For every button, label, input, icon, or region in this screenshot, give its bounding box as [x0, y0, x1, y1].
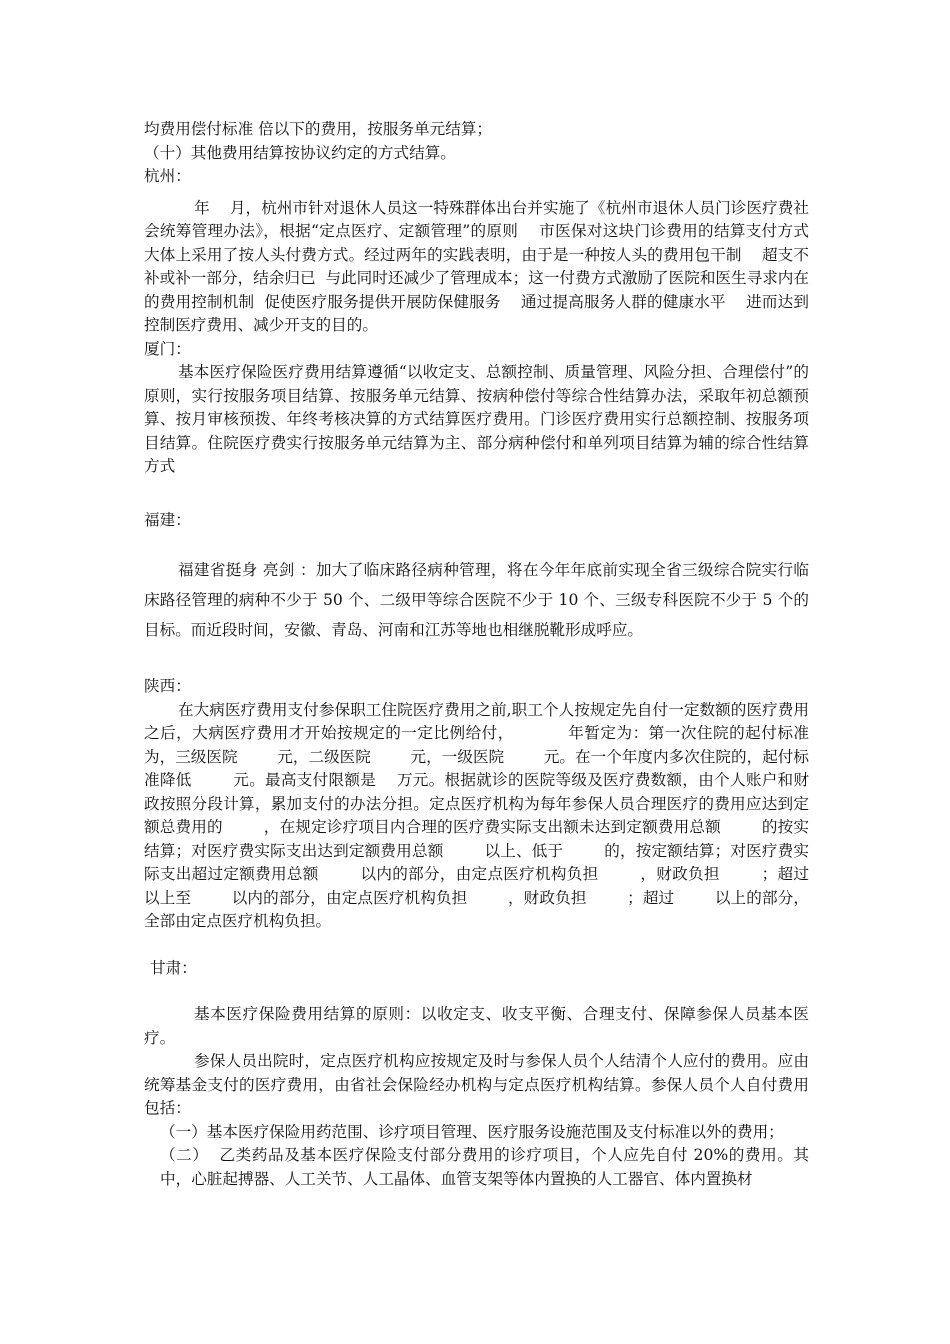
fujian-heading: 福建：: [144, 510, 191, 529]
intro-line-2: （十）其他费用结算按协议约定的方式结算。: [144, 143, 456, 162]
intro-line-1: 均费用偿付标准 倍以下的费用，按服务单元结算；: [144, 120, 493, 138]
hangzhou-heading: 杭州：: [144, 167, 191, 185]
gansu-item-2: （二） 乙类药品及基本医疗保险支付部分费用的诊疗项目，个人应先自付 20%的费用。其中，心脏起搏器、人工关节、人工晶体、血管支架等体内置换的人工器官、体内置换材: [160, 1146, 809, 1188]
document-body: [144, 118, 849, 1191]
hangzhou-paragraph: 年 月，杭州市针对退休人员这一特殊群体出台并实施了《杭州市退休人员门诊医疗费社会统筹管理办法》，根据“定点医疗、定额管理”的原则 市医保对这块门诊费用的结算支付方式大体上采用了按人头付费方式。经过两年的实践表明，由于是一种按人头的费用包干制 超支不补或补一部分，结余归已 与此同时还减少了管理成本；这一付费方式激励了医院和医生寻求内在的费用控制机制 促使医疗服务提供开展防保健服务 通过提高服务人群的健康水平 进而达到控制医疗费用、减少开支的目的。: [144, 198, 809, 334]
fujian-paragraph: 福建省挺身 亮剑 ：加大了临床路径病种管理，将在今年年底前实现全省三级综合院实行临床路径管理的病种不少于 50 个、二级甲等综合医院不少于 10 个、三级专科医院不少于 5 个的目标。而近段时间，安徽、青岛、河南和江苏等地也相继脱靴形成呼应。: [144, 561, 809, 639]
gansu-paragraph-2: 参保人员出院时，定点医疗机构应按规定及时与参保人员个人结清个人应付的费用。应由统筹基金支付的医疗费用，由省社会保险经办机构与定点医疗机构结算。参保人员个人自付费用包括：: [144, 1052, 809, 1117]
gansu-paragraph-1: 基本医疗保险费用结算的原则：以收定支、收支平衡、合理支付、保障参保人员基本医疗。: [144, 1005, 809, 1047]
xiamen-heading: 厦门：: [144, 339, 191, 358]
gansu-item-1: （一）基本医疗保险用药范围、诊疗项目管理、医疗服务设施范围及支付标准以外的费用；: [160, 1122, 784, 1141]
gansu-heading: 甘肃：: [150, 958, 197, 977]
xiamen-paragraph: 基本医疗保险医疗费用结算遵循“以收定支、总额控制、质量管理、风险分担、合理偿付”的原则，实行按服务项目结算、按服务单元结算、按病种偿付等综合性结算办法，采取年初总额预算、按月审核预拨、年终考核决算的方式结算医疗费用。门诊医疗费用实行总额控制、按服务项目结算。住院医疗费实行按服务单元结算为主、部分病种偿付和单列项目结算为辅的综合性结算方式: [144, 363, 809, 475]
shaanxi-paragraph: 在大病医疗费用支付参保职工住院医疗费用之前,职工个人按规定先自付一定数额的医疗费用之后，大病医疗费用才开始按规定的一定比例给付， 年暂定为：第一次住院的起付标准为，三级医院 元，二级医院 元，一级医院 元。在一个年度内多次住院的，起付标准降低 元。最高支付限额是 万元。根据就诊的医院等级及医疗费数额，由个人账户和财政按照分段计算，累加支付的办法分担。定点医疗机构为每年参保人员合理医疗的费用应达到定额总费用的 ，在规定诊疗项目内合理的医疗费实际支出额未达到定额费用总额 的按实结算；对医疗费实际支出达到定额费用总额 以上、低于 的，按定额结算；对医疗费实际支出超过定额费用总额 以内的部分，由定点医疗机构负担 ，财政负担 ；超过 以上至 以内的部分，由定点医疗机构负担 ，财政负担 ；超过 以上的部分，全部由定点医疗机构负担。: [144, 700, 849, 930]
shaanxi-heading: 陕西：: [144, 677, 191, 695]
